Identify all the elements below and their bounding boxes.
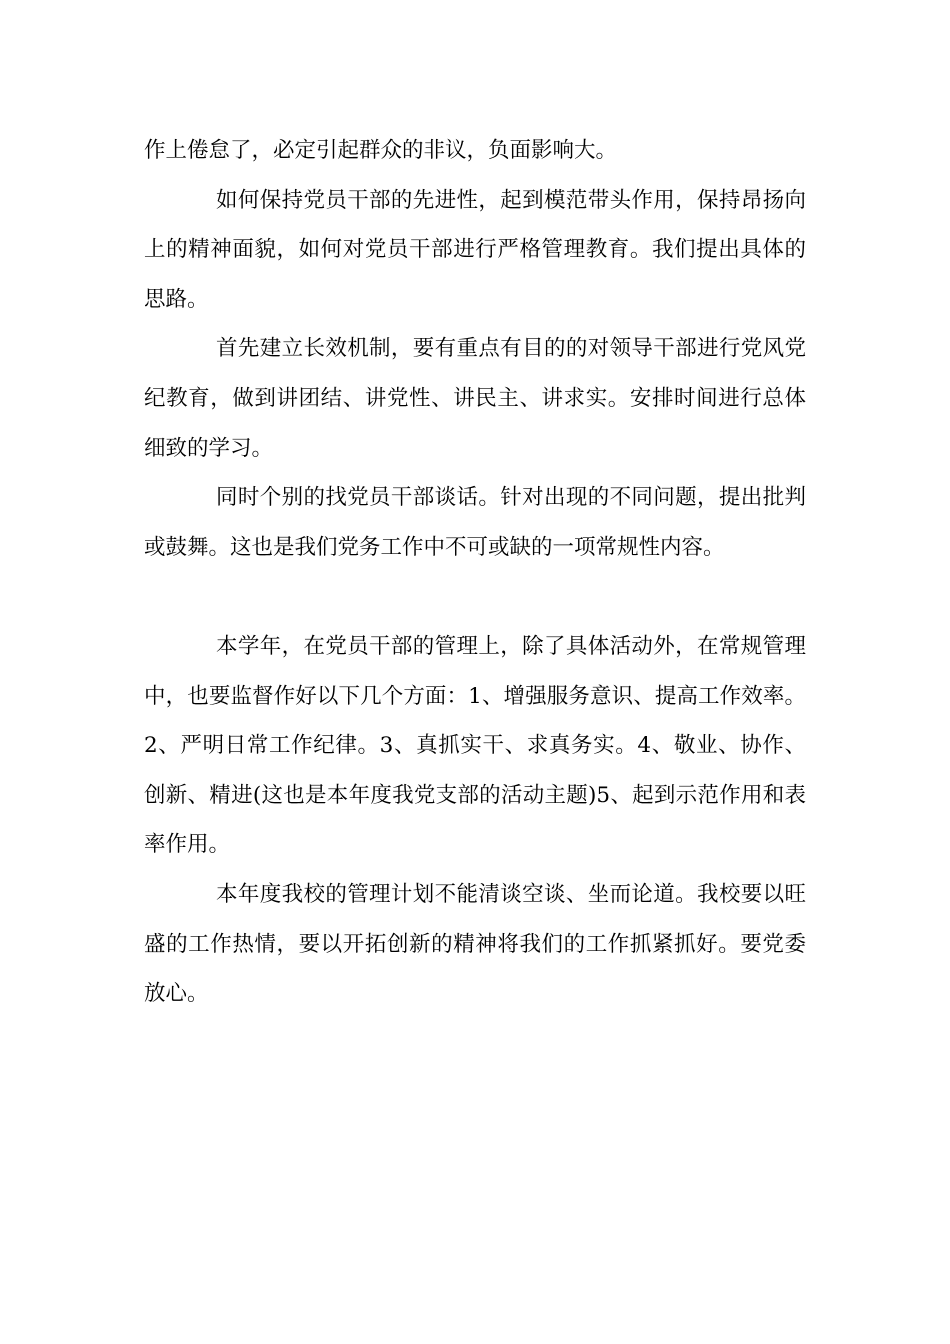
- paragraph-advancedness: 如何保持党员干部的先进性，起到模范带头作用，保持昂扬向上的精神面貌，如何对党员干部进行严格管理教育。我们提出具体的思路。: [144, 187, 806, 312]
- paragraph-routine-management: 本学年，在党员干部的管理上，除了具体活动外，在常规管理中，也要监督作好以下几个方面：1、增强服务意识、提高工作效率。2、严明日常工作纪律。3、真抓实干、求真务实。4、敬业、协作、创新、精进(这也是本年度我党支部的活动主题)5、起到示范作用和表率作用。: [144, 633, 806, 858]
- paragraph-annual-plan: 本年度我校的管理计划不能清谈空谈、坐而论道。我校要以旺盛的工作热情，要以开拓创新的精神将我们的工作抓紧抓好。要党委放心。: [144, 881, 806, 1007]
- paragraph-spacer: [144, 572, 806, 622]
- paragraph-individual-talks: 同时个别的找党员干部谈话。针对出现的不同问题，提出批判或鼓舞。这也是我们党务工作中不可或缺的一项常规性内容。: [144, 485, 806, 560]
- document-body: [144, 126, 806, 1019]
- paragraph-continuation: 作上倦怠了，必定引起群众的非议，负面影响大。: [144, 138, 618, 163]
- paragraph-long-term-mechanism: 首先建立长效机制，要有重点有目的的对领导干部进行党风党纪教育，做到讲团结、讲党性、讲民主、讲求实。安排时间进行总体细致的学习。: [144, 336, 806, 461]
